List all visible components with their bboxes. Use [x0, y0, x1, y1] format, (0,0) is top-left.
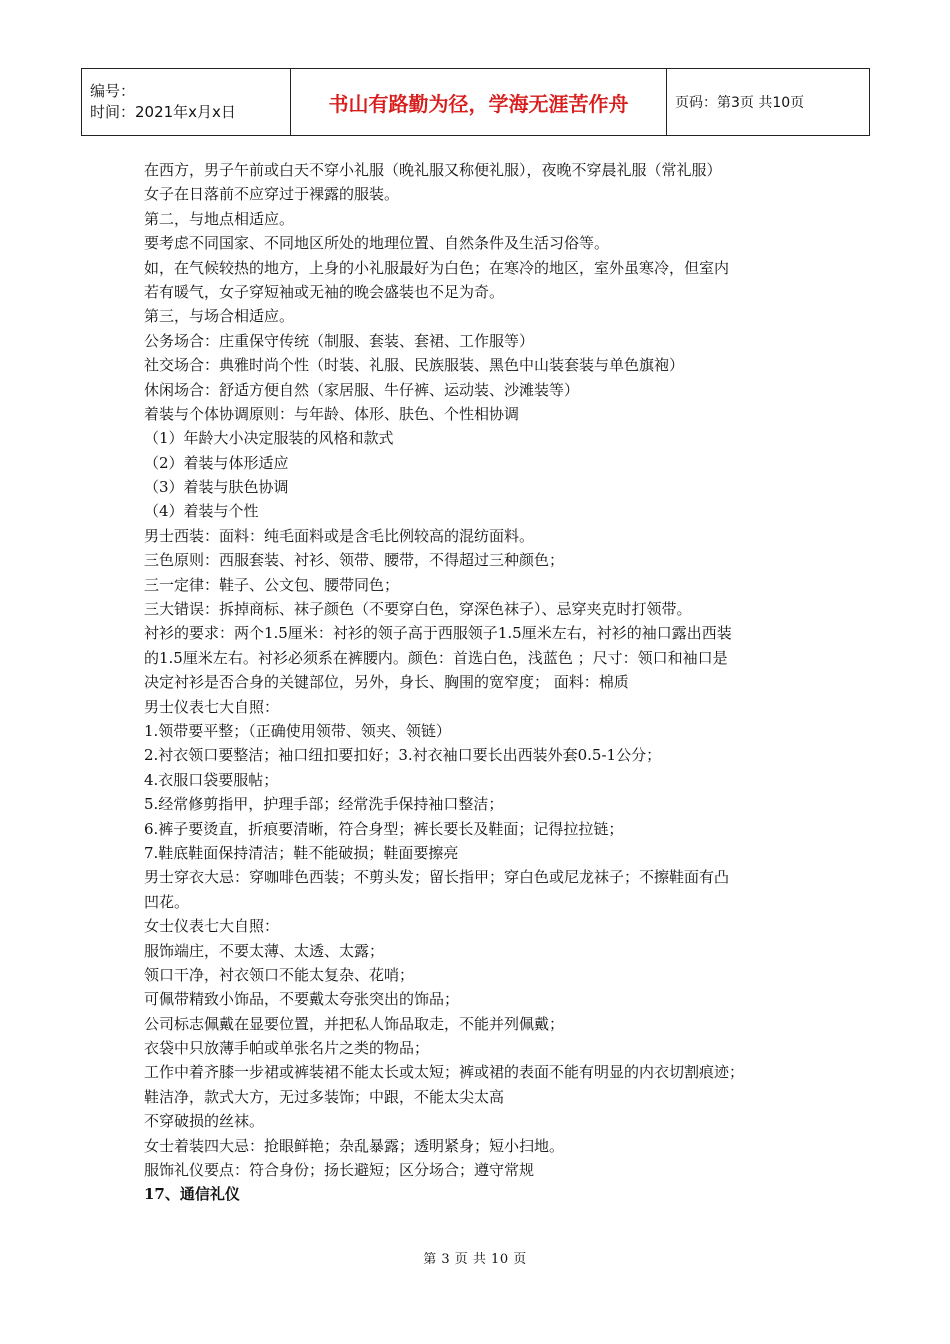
body-line: 2.衬衣领口要整洁；袖口纽扣要扣好；3.衬衣袖口要长出西装外套0.5-1公分； — [144, 746, 662, 765]
body-line: 社交场合：典雅时尚个性（时装、礼服、民族服装、黑色中山装套装与单色旗袍） — [144, 356, 685, 375]
body-line: 决定衬衫是否合身的关键部位，另外，身长、胸围的宽窄度； 面料：棉质 — [144, 673, 629, 692]
doc-number-label: 编号： — [90, 82, 136, 100]
body-line: 三一定律：鞋子、公文包、腰带同色； — [144, 575, 400, 594]
body-line: 7.鞋底鞋面保持清洁；鞋不能破损；鞋面要擦亮 — [144, 843, 459, 862]
header-table — [81, 68, 870, 136]
body-line: 女子在日落前不应穿过于裸露的服装。 — [144, 185, 400, 204]
body-line: 女士仪表七大自照： — [144, 917, 280, 936]
doc-time-label: 时间：2021年x月x日 — [90, 103, 236, 121]
body-line: 6.裤子要烫直，折痕要清晰，符合身型；裤长要长及鞋面；记得拉拉链； — [144, 819, 624, 838]
body-line: 工作中着齐膝一步裙或裤装裙不能太长或太短；裤或裙的表面不能有明显的内衣切割痕迹； — [144, 1063, 745, 1082]
body-line: 如，在气候较热的地方，上身的小礼服最好为白色；在寒冷的地区，室外虽寒冷，但室内 — [144, 258, 730, 277]
body-line: 的1.5厘米左右。衬衫必须系在裤腰内。颜色：首选白色，浅蓝色 ；尺寸：领口和袖口是 — [144, 648, 728, 667]
body-line: 若有暖气，女子穿短袖或无袖的晚会盛装也不足为奇。 — [144, 282, 505, 301]
body-line: 第三，与场合相适应。 — [144, 307, 295, 326]
body-line: 着装与个体协调原则：与年龄、体形、肤色、个性相协调 — [144, 404, 520, 423]
document-body — [144, 158, 820, 1207]
header-motto: 书山有路勤为径，学海无涯苦作舟 — [291, 69, 667, 136]
body-line: （4）着装与个性 — [144, 502, 259, 521]
body-line: 衣袋中只放薄手帕或单张名片之类的物品； — [144, 1039, 430, 1058]
body-line: 服饰礼仪要点：符合身份；扬长避短；区分场合；遵守常规 — [144, 1161, 535, 1180]
body-line: 要考虑不同国家、不同地区所处的地理位置、自然条件及生活习俗等。 — [144, 234, 610, 253]
body-line: 在西方，男子午前或白天不穿小礼服（晚礼服又称便礼服），夜晚不穿晨礼服（常礼服） — [144, 161, 722, 179]
body-line: （1）年龄大小决定服装的风格和款式 — [144, 429, 394, 448]
body-line: 三大错误：拆掉商标、袜子颜色（不要穿白色，穿深色袜子）、忌穿夹克时打领带。 — [144, 600, 692, 619]
body-line: 鞋洁净，款式大方，无过多装饰；中跟，不能太尖太高 — [144, 1087, 505, 1106]
body-line: 休闲场合：舒适方便自然（家居服、牛仔裤、运动装、沙滩装等） — [144, 380, 580, 399]
body-line: 第二，与地点相适应。 — [144, 209, 295, 228]
body-line: （2）着装与体形适应 — [144, 453, 289, 472]
body-line: 男士西装：面料：纯毛面料或是含毛比例较高的混纺面料。 — [144, 526, 535, 545]
body-line: 男士穿衣大忌：穿咖啡色西装；不剪头发；留长指甲；穿白色或尼龙袜子；不擦鞋面有凸 — [144, 868, 730, 887]
body-line: 男士仪表七大自照： — [144, 697, 280, 716]
body-line: 4.衣服口袋要服帖； — [144, 770, 279, 789]
body-line: 三色原则：西服套装、衬衫、领带、腰带，不得超过三种颜色； — [144, 551, 565, 570]
body-line: 不穿破损的丝袜。 — [144, 1112, 265, 1131]
body-line: （3）着装与肤色协调 — [144, 478, 289, 497]
page-footer: 第 3 页 共 10 页 — [423, 1252, 527, 1267]
header-meta-cell — [82, 69, 291, 136]
body-line: 5.经常修剪指甲，护理手部；经常洗手保持袖口整洁； — [144, 795, 504, 814]
section-heading: 17、通信礼仪 — [144, 1185, 240, 1204]
body-line: 服饰端庄，不要太薄、太透、太露； — [144, 941, 385, 960]
header-page-indicator: 页码：第3页 共10页 — [667, 69, 870, 136]
body-line: 女士着装四大忌：抢眼鲜艳；杂乱暴露；透明紧身；短小扫地。 — [144, 1136, 565, 1155]
body-line: 公务场合：庄重保守传统（制服、套装、套裙、工作服等） — [144, 331, 535, 350]
body-line: 凹花。 — [144, 892, 190, 911]
body-line: 1.领带要平整；（正确使用领带、领夹、领链） — [144, 721, 451, 740]
body-line: 公司标志佩戴在显要位置，并把私人饰品取走，不能并列佩戴； — [144, 1014, 565, 1033]
body-line: 可佩带精致小饰品，不要戴太夸张突出的饰品； — [144, 990, 460, 1009]
body-line: 领口干净，衬衣领口不能太复杂、花哨； — [144, 965, 415, 984]
body-line: 衬衫的要求：两个1.5厘米：衬衫的领子高于西服领子1.5厘米左右，衬衫的袖口露出西装 — [144, 624, 732, 643]
